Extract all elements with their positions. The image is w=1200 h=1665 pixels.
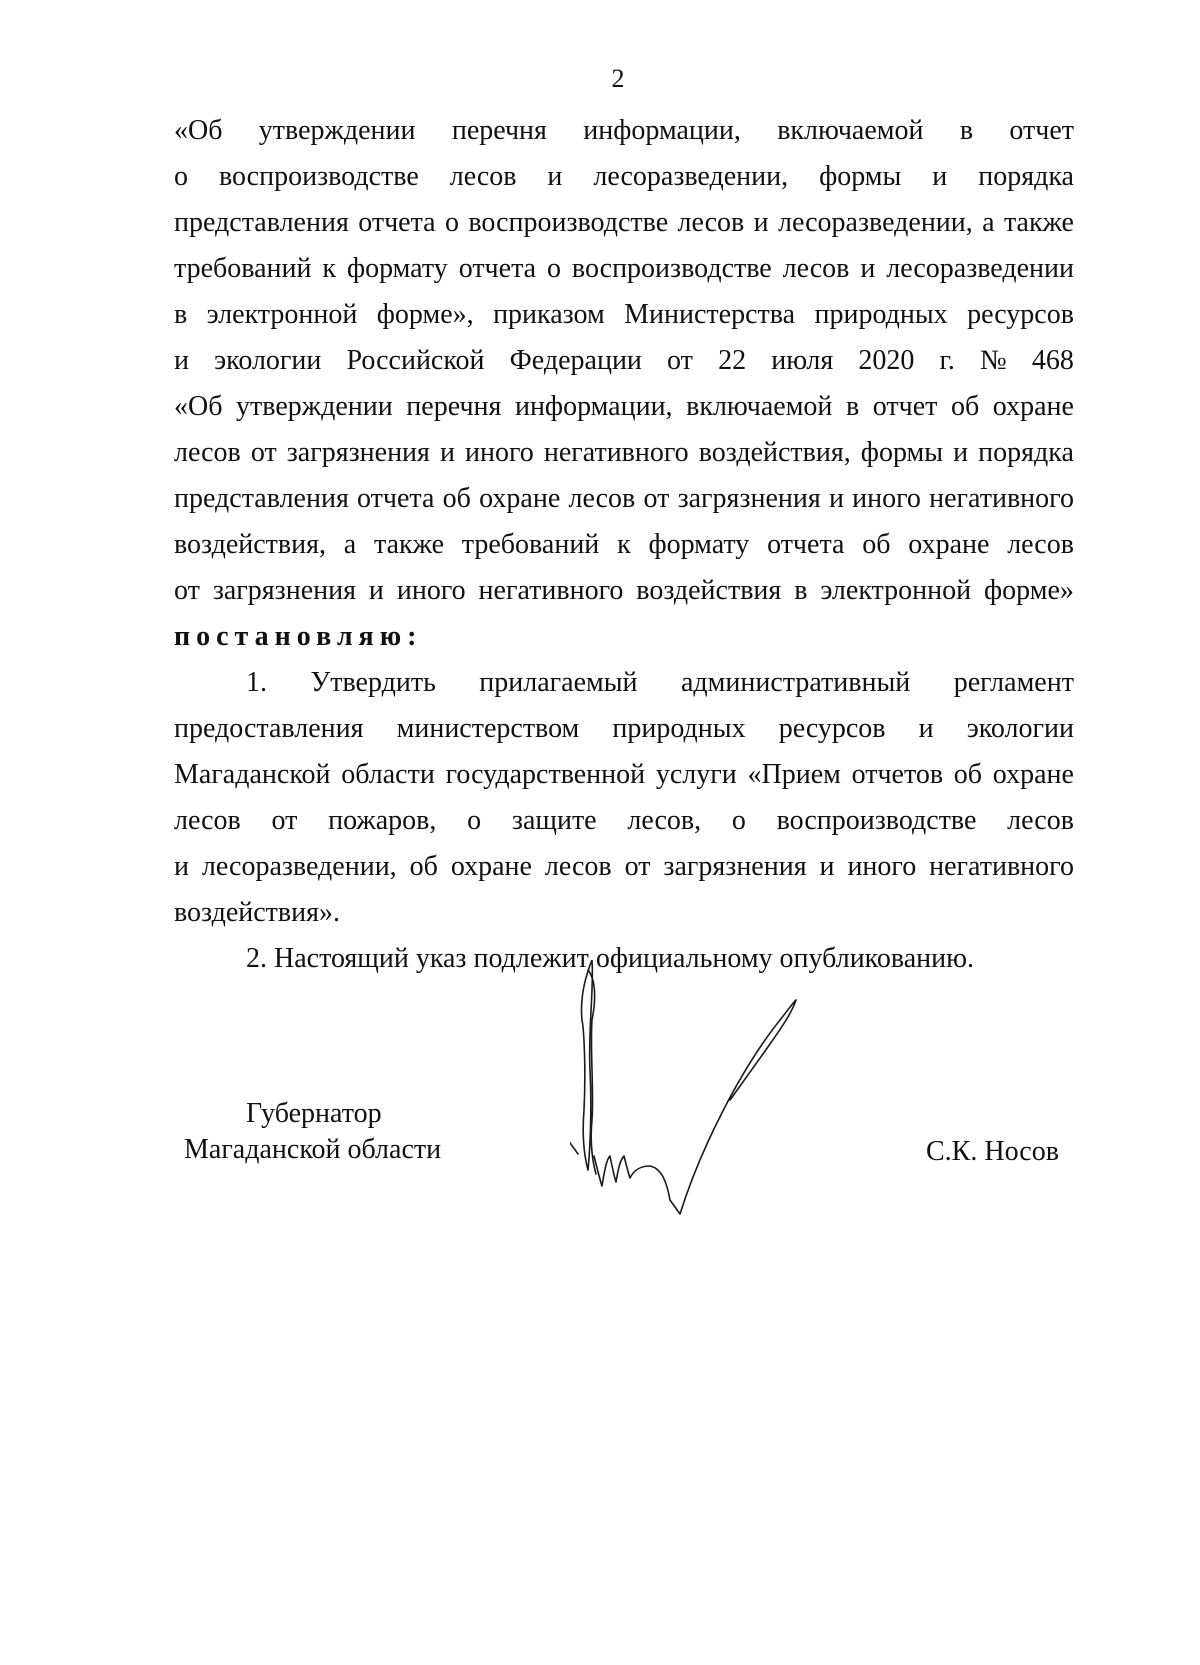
word: и — [753, 207, 769, 238]
word: форме» — [984, 575, 1074, 606]
word: утверждении — [258, 115, 416, 146]
item-2: 2. Настоящий указ подлежит официальному опубликованию. — [246, 943, 975, 974]
word: ресурсов — [967, 299, 1074, 330]
word: отчетов — [851, 759, 944, 790]
word: иного — [465, 437, 534, 468]
word: требований — [174, 253, 312, 284]
word: Федерации — [509, 345, 642, 376]
body-line-7 — [174, 384, 1074, 430]
word: электронной — [820, 575, 972, 606]
word: ресурсов — [778, 713, 886, 744]
word: и — [439, 437, 455, 468]
word: также — [1003, 207, 1074, 238]
word: лесов — [782, 253, 850, 284]
body-line-9 — [174, 476, 1074, 522]
word: от — [624, 851, 651, 882]
word: загрязнения — [663, 851, 807, 882]
word: об — [953, 759, 983, 790]
word: воспроизводстве — [776, 805, 977, 836]
item-1-line-4 — [174, 798, 1074, 844]
word: экологии — [966, 713, 1074, 744]
word: области — [341, 759, 435, 790]
word: охране — [992, 759, 1074, 790]
word: перечня — [406, 391, 502, 422]
word: лесов — [568, 483, 636, 514]
word: об — [862, 529, 891, 560]
word: лесоразведении, — [201, 851, 397, 882]
word: министерством — [396, 713, 580, 744]
word: негативного — [929, 483, 1074, 514]
word: а — [982, 207, 995, 238]
word: о — [444, 207, 459, 238]
item-1-line-2 — [174, 706, 1074, 752]
word: негативного — [929, 851, 1074, 882]
word: формы — [819, 161, 902, 192]
item-1-line-3 — [174, 752, 1074, 798]
word: охране — [992, 391, 1074, 422]
word: воздействия — [636, 575, 782, 606]
word: перечня — [451, 115, 547, 146]
word: от — [250, 437, 277, 468]
body-line-8 — [174, 430, 1074, 476]
word: негативного — [543, 437, 689, 468]
word: загрязнения — [212, 575, 356, 606]
word: формату — [346, 253, 448, 284]
item-1-word: прилагаемый — [479, 667, 638, 698]
word: от — [271, 805, 298, 836]
governor-title — [184, 1096, 441, 1168]
word: в — [174, 299, 188, 330]
word: представления — [174, 483, 349, 514]
word: охране — [908, 529, 990, 560]
signer-name: С.К. Носов — [926, 1136, 1059, 1167]
item-1-number: 1. — [246, 667, 267, 698]
word: о — [547, 253, 561, 284]
word: приказом — [493, 299, 605, 330]
word: воспроизводстве — [468, 207, 669, 238]
word: отчет — [872, 391, 938, 422]
word: воспроизводстве — [218, 161, 419, 192]
word: в — [794, 575, 808, 606]
word: порядка — [978, 161, 1074, 192]
word: и — [828, 483, 844, 514]
body-line-2 — [174, 154, 1074, 200]
body-line-5 — [174, 292, 1074, 338]
word: об — [950, 391, 980, 422]
word: 2020 — [858, 345, 915, 376]
word: также — [374, 529, 445, 560]
item-1-line-5 — [174, 844, 1074, 890]
word: воздействия, — [174, 529, 326, 560]
word: и — [174, 345, 189, 376]
word: и — [819, 851, 835, 882]
word: от — [174, 575, 200, 606]
word: Российской — [346, 345, 485, 376]
word: и — [932, 161, 948, 192]
word: лесов — [1007, 529, 1074, 560]
word: негативного — [478, 575, 624, 606]
word: отчет — [1009, 115, 1074, 146]
word: включаемой — [686, 391, 833, 422]
word: о — [174, 161, 188, 192]
word: к — [617, 529, 631, 560]
word: в — [959, 115, 974, 146]
word: утверждении — [236, 391, 393, 422]
word: «Об — [174, 115, 223, 146]
word: загрязнения — [677, 483, 821, 514]
decree-body — [174, 108, 1074, 982]
word: об — [409, 851, 438, 882]
word: иного — [852, 483, 921, 514]
word: лесоразведении — [886, 253, 1074, 284]
word: формы — [860, 437, 944, 468]
word: и — [174, 851, 189, 882]
word: требований — [461, 529, 600, 560]
word: загрязнения — [286, 437, 430, 468]
word: услуги — [655, 759, 737, 790]
word: представления — [174, 207, 349, 238]
word: порядка — [978, 437, 1074, 468]
word: лесов, — [627, 805, 702, 836]
word: природных — [814, 299, 948, 330]
word: «Прием — [747, 759, 841, 790]
word: и — [860, 253, 876, 284]
page-number: 2 — [611, 64, 625, 93]
word: экологии — [214, 345, 322, 376]
word: в — [845, 391, 860, 422]
word: Министерства — [624, 299, 796, 330]
word: электронной — [206, 299, 358, 330]
word: лесоразведении, — [593, 161, 789, 192]
word: июля — [771, 345, 834, 376]
word: информации, — [514, 391, 673, 422]
item-1-line-1 — [174, 660, 1074, 706]
word: о — [467, 805, 482, 836]
word: 468 — [1031, 345, 1074, 376]
word: формату — [648, 529, 750, 560]
word: информации, — [583, 115, 741, 146]
item-1-word: регламент — [953, 667, 1074, 698]
word: государственной — [445, 759, 646, 790]
body-line-3 — [174, 200, 1074, 246]
word: иного — [396, 575, 466, 606]
word: о — [731, 805, 746, 836]
word: и — [918, 713, 934, 744]
word: лесов — [449, 161, 517, 192]
word: к — [322, 253, 337, 284]
word: лесоразведении, — [778, 207, 973, 238]
word: № — [980, 345, 1007, 376]
body-line-6 — [174, 338, 1074, 384]
word: и — [953, 437, 969, 468]
word: иного — [847, 851, 917, 882]
word: лесов — [1007, 805, 1074, 836]
word: охране — [479, 483, 561, 514]
body-line-10 — [174, 522, 1074, 568]
word: включаемой — [777, 115, 924, 146]
word: воздействия, — [698, 437, 851, 468]
word: отчета — [358, 207, 436, 238]
resolve-word: постановляю: — [174, 621, 423, 652]
word: лесов — [544, 851, 612, 882]
body-line-11 — [174, 568, 1074, 614]
word: 22 — [718, 345, 747, 376]
word: пожаров, — [328, 805, 437, 836]
word: об — [442, 483, 471, 514]
word: от — [667, 345, 693, 376]
word: предоставления — [174, 713, 364, 744]
word: защите — [511, 805, 597, 836]
body-line-4 — [174, 246, 1074, 292]
word: а — [343, 529, 357, 560]
word: отчета — [357, 483, 435, 514]
word: г. — [939, 345, 955, 376]
word: от — [643, 483, 670, 514]
word: лесов — [174, 437, 241, 468]
governor-title-line-2: Магаданской области — [184, 1134, 442, 1165]
word: лесов — [677, 207, 745, 238]
word: «Об — [174, 391, 223, 422]
word: отчета — [767, 529, 845, 560]
word: отчета — [458, 253, 537, 284]
body-line-1 — [174, 108, 1074, 154]
word: Магаданской — [174, 759, 331, 790]
word: и — [547, 161, 563, 192]
word: охране — [450, 851, 532, 882]
word: форме», — [376, 299, 474, 330]
item-1-word: административный — [680, 667, 911, 698]
word: природных — [612, 713, 746, 744]
handwritten-signature — [570, 960, 870, 1240]
item-1-word: Утвердить — [310, 667, 436, 698]
governor-title-line-1: Губернатор — [246, 1098, 382, 1129]
word: воспроизводстве — [571, 253, 772, 284]
item-1-line-6: воздействия». — [174, 897, 340, 928]
word: и — [368, 575, 384, 606]
word: лесов — [174, 805, 241, 836]
